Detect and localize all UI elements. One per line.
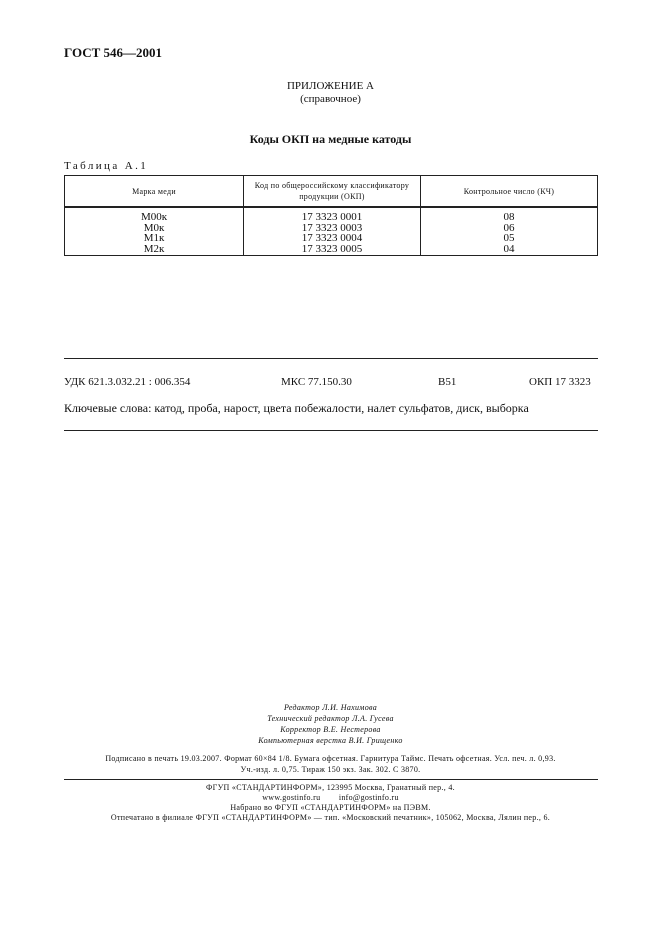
divider-bottom	[64, 430, 598, 431]
imprint-line-2: Уч.-изд. л. 0,75. Тираж 150 экз. Зак. 302. С 3870.	[240, 765, 421, 774]
cell-grade: М00к	[65, 207, 244, 223]
cell-check: 08	[421, 207, 598, 223]
table-caption: Таблица А.1	[64, 160, 149, 172]
credit-editor: Редактор Л.И. Нахимова	[283, 703, 378, 712]
imprint-line-5: Набрано во ФГУП «СТАНДАРТИНФОРМ» на ПЭВМ.	[230, 803, 431, 812]
udk-code: УДК 621.3.032.21 : 006.354	[64, 376, 191, 388]
group-code: В51	[438, 376, 457, 388]
divider-top	[64, 358, 598, 359]
appendix-title: ПРИЛОЖЕНИЕ А	[286, 80, 374, 92]
document-code: ГОСТ 546—2001	[64, 45, 163, 60]
table-row	[65, 244, 598, 256]
imprint-line-3: ФГУП «СТАНДАРТИНФОРМ», 123995 Москва, Гранатный пер., 4.	[206, 783, 455, 792]
imprint-divider	[64, 779, 598, 780]
cell-grade: М0к	[65, 223, 244, 234]
column-header-check-number: Контрольное число (КЧ)	[421, 176, 598, 208]
mks-code: МКС 77.150.30	[281, 376, 352, 388]
imprint-line-6: Отпечатано в филиале ФГУП «СТАНДАРТИНФОРМ» — тип. «Московский печатник», 105062, Москва, Лялин пер., 6.	[110, 813, 551, 822]
table-row	[65, 233, 598, 244]
table-header-row	[65, 176, 598, 208]
column-header-okp-code: Код по общероссийскому классификатору продукции (ОКП)	[244, 176, 421, 208]
cell-check: 06	[421, 223, 598, 234]
cell-code: 17 3323 0004	[244, 233, 421, 244]
imprint-line-1: Подписано в печать 19.03.2007. Формат 60×84 1/8. Бумага офсетная. Гарнитура Таймс. Печать офсетная. Усл. печ. л. 0,93.	[105, 754, 556, 763]
credit-tech-editor: Технический редактор Л.А. Гусева	[267, 714, 394, 723]
cell-check: 04	[421, 244, 598, 256]
okp-code: ОКП 17 3323	[529, 376, 591, 388]
cell-code: 17 3323 0001	[244, 207, 421, 223]
credit-layout: Компьютерная верстка В.И. Грищенко	[258, 736, 403, 745]
table-row	[65, 207, 598, 223]
cell-code: 17 3323 0005	[244, 244, 421, 256]
cell-code: 17 3323 0003	[244, 223, 421, 234]
appendix-subtitle: (справочное)	[300, 93, 361, 105]
cell-check: 05	[421, 233, 598, 244]
cell-grade: М1к	[65, 233, 244, 244]
imprint-line-4: www.gostinfo.ru info@gostinfo.ru	[262, 793, 399, 802]
okp-codes-table	[64, 175, 598, 256]
credit-proofreader: Корректор В.Е. Нестерова	[280, 725, 381, 734]
section-title: Коды ОКП на медные катоды	[249, 132, 412, 146]
keywords: Ключевые слова: катод, проба, нарост, цвета побежалости, налет сульфатов, диск, выборка	[64, 401, 529, 415]
cell-grade: М2к	[65, 244, 244, 256]
column-header-grade: Марка меди	[65, 176, 244, 208]
